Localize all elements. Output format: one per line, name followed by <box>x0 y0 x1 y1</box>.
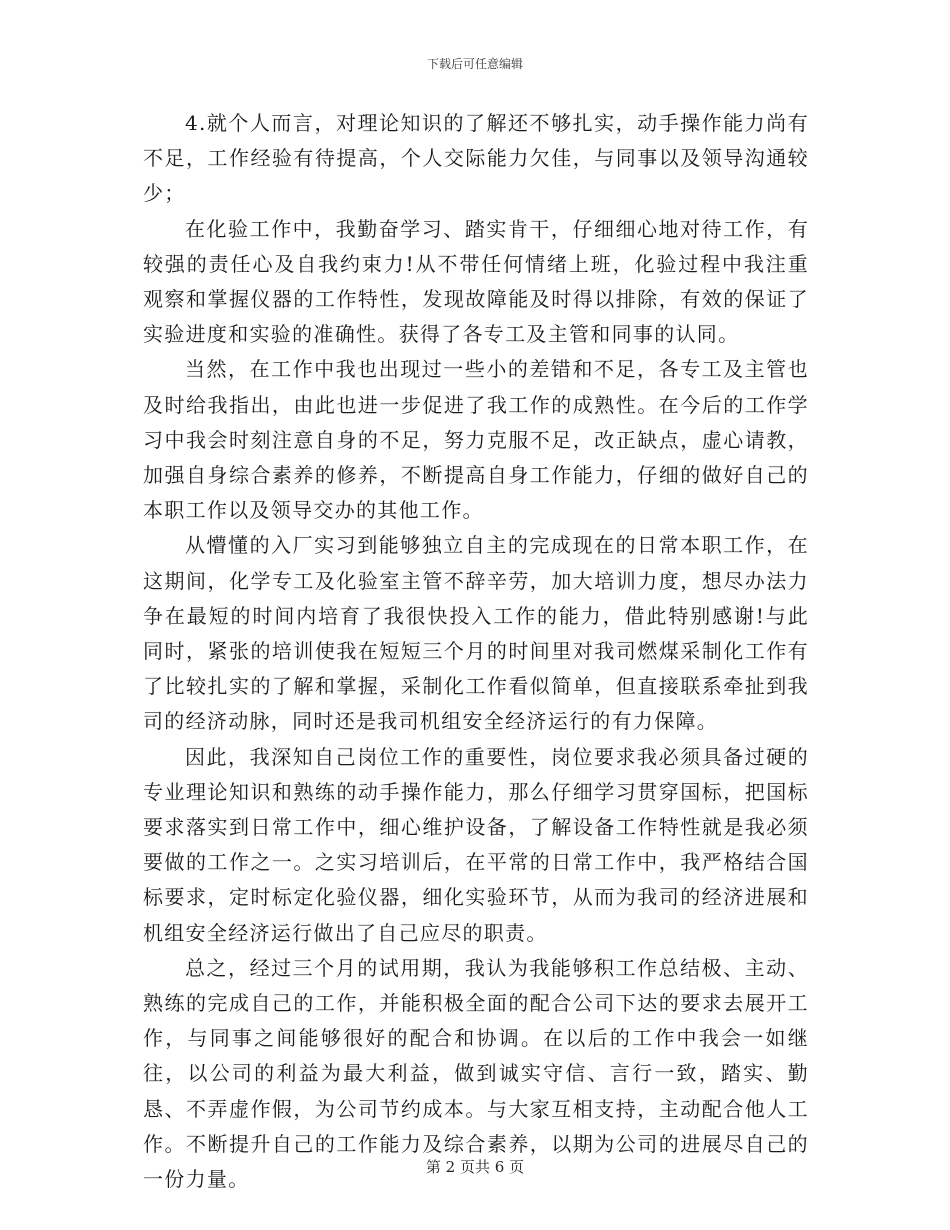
paragraph-5: 因此，我深知自己岗位工作的重要性，岗位要求我必须具备过硬的专业理论知识和熟练的动手操作能力，那么仔细学习贯穿国标，把国标要求落实到日常工作中，细心维护设备，了解设备工作特性就是我必须要做的工作之一。之实习培训后，在平常的日常工作中，我严格结合国标要求，定时标定化验仪器，细化实验环节，从而为我司的经济进展和机组安全经济运行做出了自己应尽的职责。 <box>143 744 809 945</box>
paragraph-2: 在化验工作中，我勤奋学习、踏实肯干，仔细细心地对待工作，有较强的责任心及自我约束力!从不带任何情绪上班，化验过程中我注重观察和掌握仪器的工作特性，发现故障能及时得以排除，有效的保证了实验进度和实验的准确性。获得了各专工及主管和同事的认同。 <box>143 216 809 347</box>
paragraph-3: 当然，在工作中我也出现过一些小的差错和不足，各专工及主管也及时给我指出，由此也进一步促进了我工作的成熟性。在今后的工作学习中我会时刻注意自身的不足，努力克服不足，改正缺点，虚心请教，加强自身综合素养的修养，不断提高自身工作能力，仔细的做好自己的本职工作以及领导交办的其他工作。 <box>143 357 809 523</box>
page-header-note: 下载后可任意编辑 <box>426 57 523 71</box>
page-number-footer: 第 2 页共 6 页 <box>425 1158 525 1176</box>
paragraph-4: 从懵懂的入厂实习到能够独立自主的完成现在的日常本职工作，在这期间，化学专工及化验室主管不辞辛劳，加大培训力度，想尽办法力争在最短的时间内培育了我很快投入工作的能力，借此特别感谢!与此同时，紧张的培训使我在短短三个月的时间里对我司燃煤采制化工作有了比较扎实的了解和掌握，采制化工作看似简单，但直接联系牵扯到我司的经济动脉，同时还是我司机组安全经济运行的有力保障。 <box>143 533 809 734</box>
paragraph-1: 4.就个人而言，对理论知识的了解还不够扎实，动手操作能力尚有不足，工作经验有待提高，个人交际能力欠佳，与同事以及领导沟通较少； <box>143 111 809 206</box>
document-body <box>143 106 809 1197</box>
paragraph-6: 总之，经过三个月的试用期，我认为我能够积工作总结极、主动、熟练的完成自己的工作，并能积极全面的配合公司下达的要求去展开工作，与同事之间能够很好的配合和协调。在以后的工作中我会一如继往，以公司的利益为最大利益，做到诚实守信、言行一致，踏实、勤恳、不弄虚作假，为公司节约成本。与大家互相支持，主动配合他人工作。不断提升自己的工作能力及综合素养，以期为公司的进展尽自己的一份力量。 <box>143 955 809 1192</box>
